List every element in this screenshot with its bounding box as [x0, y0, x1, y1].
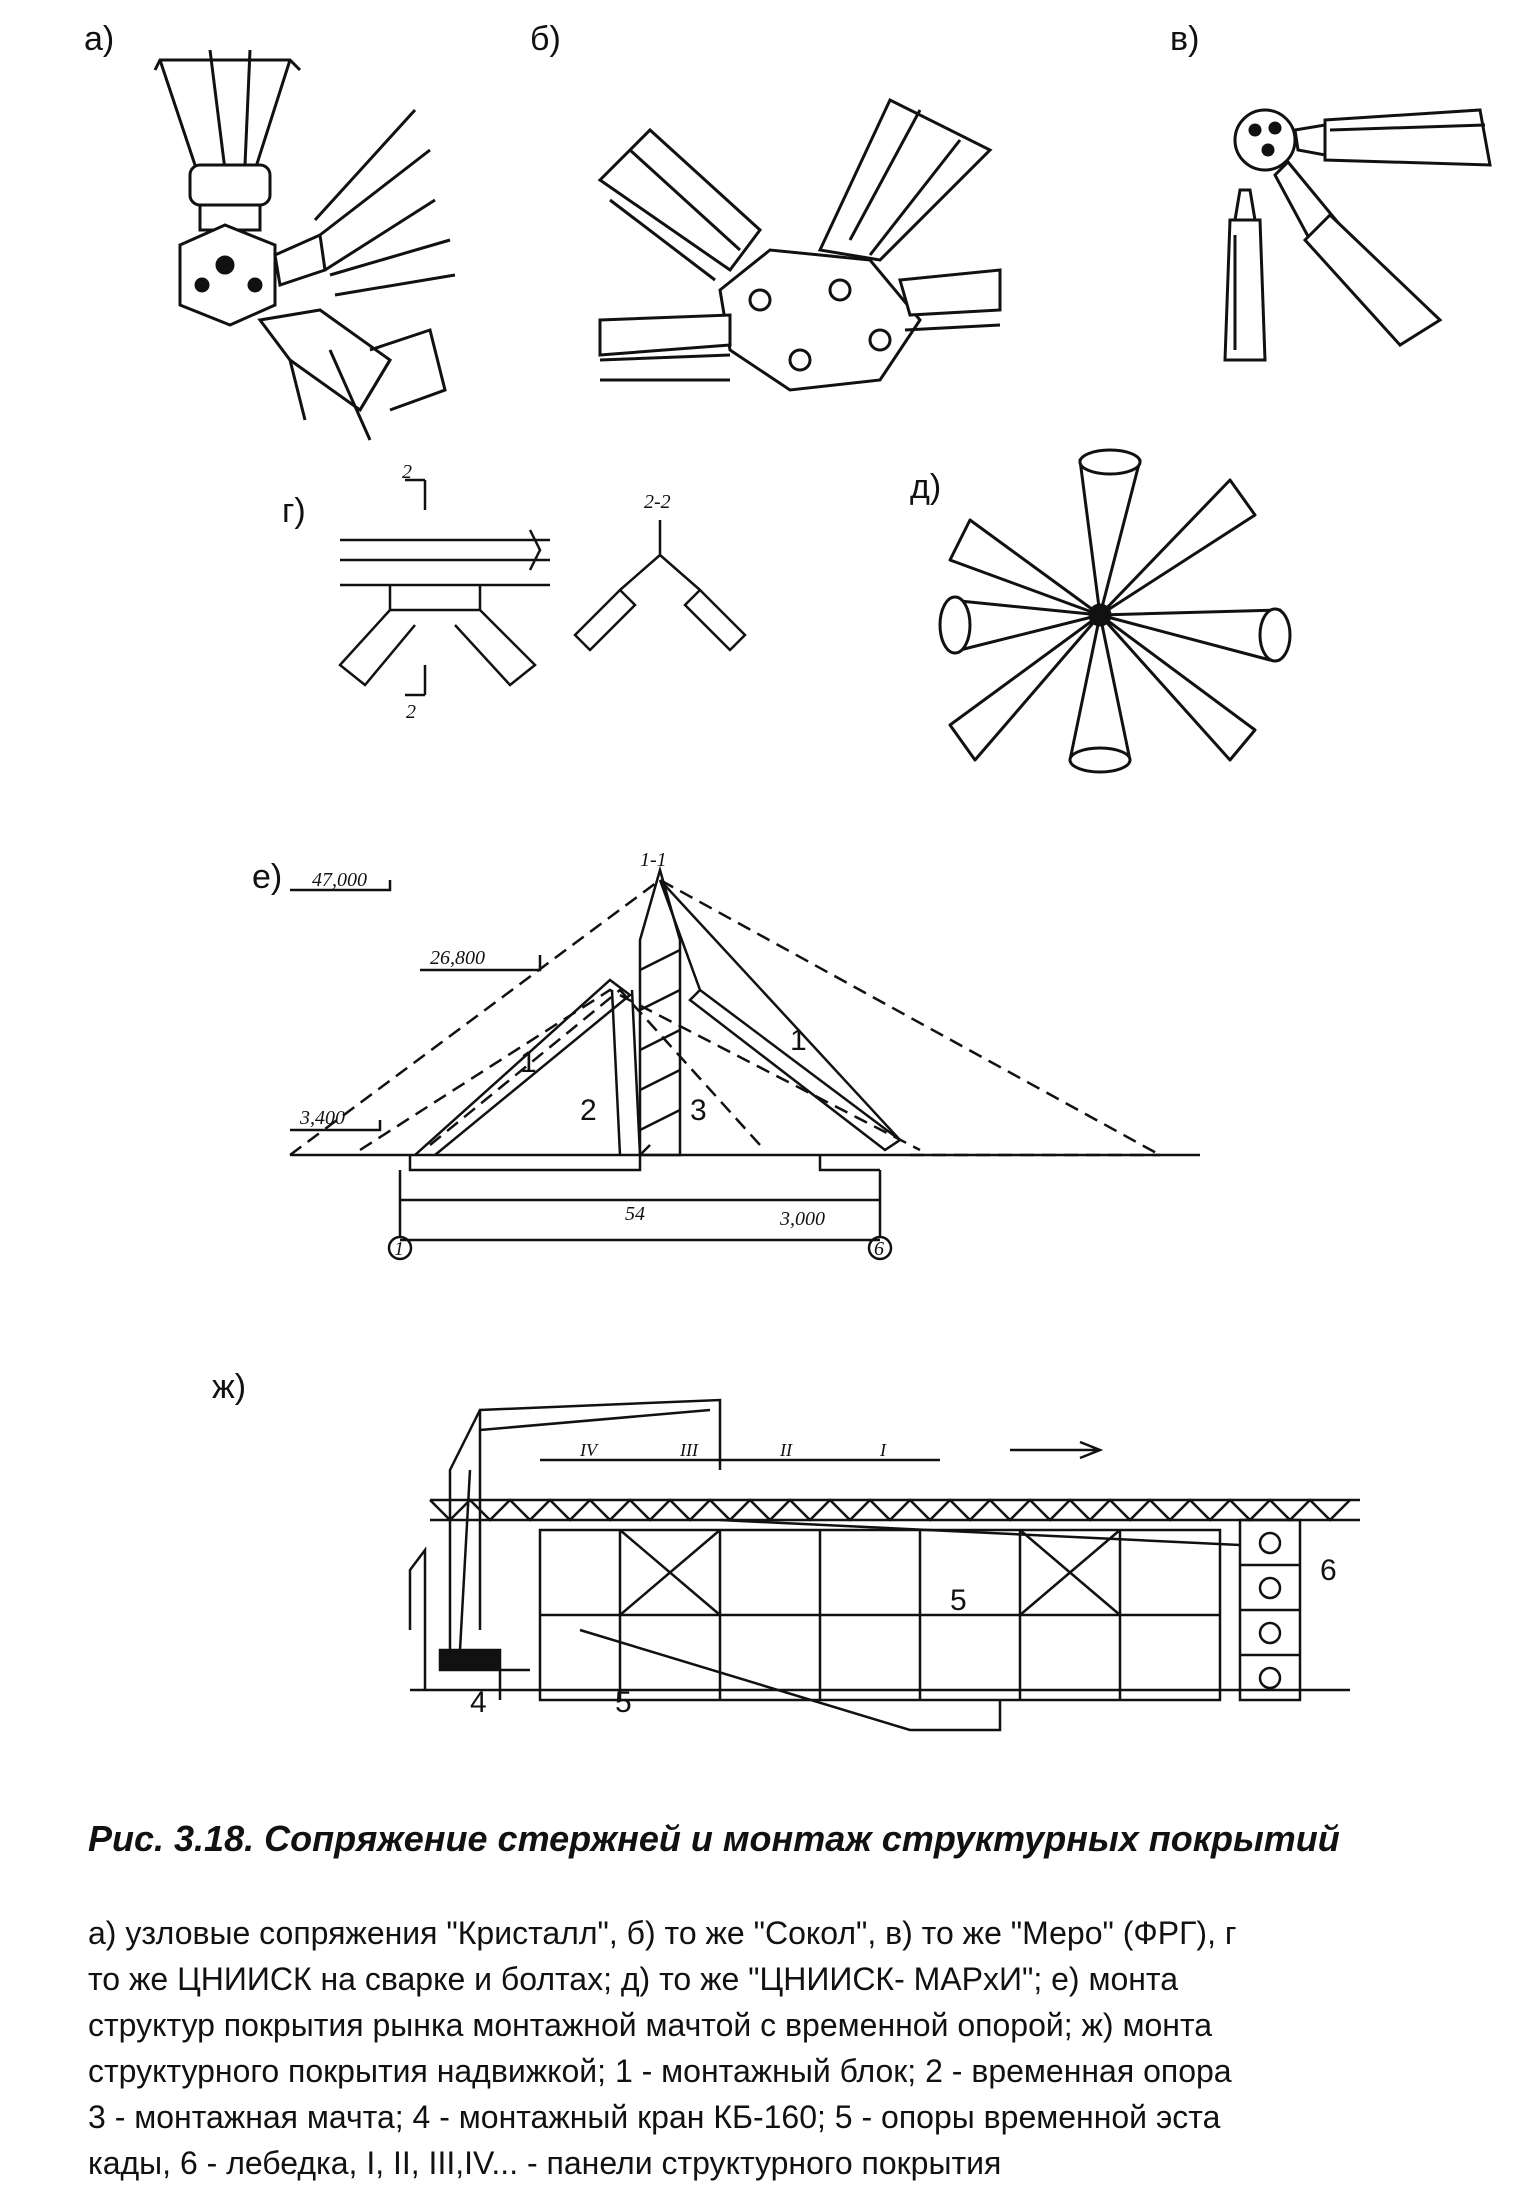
g-section-top: 2 — [402, 461, 412, 483]
figure-description — [88, 1910, 1518, 2190]
e-callout-block: 1 — [520, 1046, 537, 1079]
e-elev-pit: 3,000 — [780, 1208, 825, 1230]
figure-d-marhi-node — [930, 440, 1310, 800]
figure-a-kristall-node — [130, 30, 460, 450]
e-elev-top: 47,000 — [312, 869, 367, 891]
zh-callout-support-left: 5 — [615, 1686, 632, 1719]
e-callout-mast: 3 — [690, 1094, 707, 1127]
figure-b-sokol-node — [590, 90, 1010, 410]
figure-caption: Рис. 3.18. Сопряжение стержней и монтаж структурных покрытий — [88, 1818, 1340, 1859]
label-a: а) — [84, 20, 115, 58]
e-elev-mid: 26,800 — [430, 947, 485, 969]
g-section-view: 2-2 — [644, 491, 671, 513]
zh-callout-crane: 4 — [470, 1686, 487, 1719]
label-zh: ж) — [212, 1368, 247, 1406]
label-v: в) — [1170, 20, 1200, 58]
e-span: 54 — [625, 1203, 645, 1225]
label-e: е) — [252, 858, 283, 896]
description-line: 3 - монтажная мачта; 4 - монтажный кран КБ-160; 5 - опоры временной эста — [88, 2099, 1221, 2135]
label-g: г) — [282, 492, 306, 530]
g-section-bottom: 2 — [406, 701, 416, 723]
zh-panel-i: I — [880, 1440, 886, 1460]
label-d: д) — [910, 468, 942, 506]
description-line: структурного покрытия надвижкой; 1 - монтажный блок; 2 - временная опора — [88, 2053, 1232, 2089]
e-elev-low: 3,400 — [300, 1107, 345, 1129]
figure-v-mero-node — [1220, 90, 1520, 390]
zh-callout-winch: 6 — [1320, 1554, 1337, 1587]
zh-callout-support-right: 5 — [950, 1584, 967, 1617]
e-axis-left: 1 — [394, 1238, 404, 1260]
zh-panel-iv: IV — [580, 1440, 597, 1460]
zh-panel-iii: III — [680, 1440, 698, 1460]
description-line: структур покрытия рынка монтажной мачтой с временной опорой; ж) монта — [88, 2007, 1213, 2043]
figure-e-mast-erection — [280, 850, 1220, 1260]
figure-zh-launching — [380, 1370, 1380, 1770]
description-line: а) узловые сопряжения "Кристалл", б) то же "Сокол", в) то же "Меро" (ФРГ), г — [88, 1915, 1237, 1951]
e-callout-block-right: 1 — [790, 1024, 807, 1057]
description-line: кады, 6 - лебедка, I, II, III,IV... - панели структурного покрытия — [88, 2145, 1002, 2181]
label-b: б) — [530, 20, 561, 58]
description-line: то же ЦНИИСК на сварке и болтах; д) то же "ЦНИИСК- МАРхИ"; е) монта — [88, 1961, 1178, 1997]
zh-panel-ii: II — [780, 1440, 792, 1460]
e-section-label: 1-1 — [640, 849, 667, 871]
e-axis-right: 6 — [874, 1238, 884, 1260]
e-callout-support: 2 — [580, 1094, 597, 1127]
figure-g-tsniisk-node — [330, 460, 790, 723]
